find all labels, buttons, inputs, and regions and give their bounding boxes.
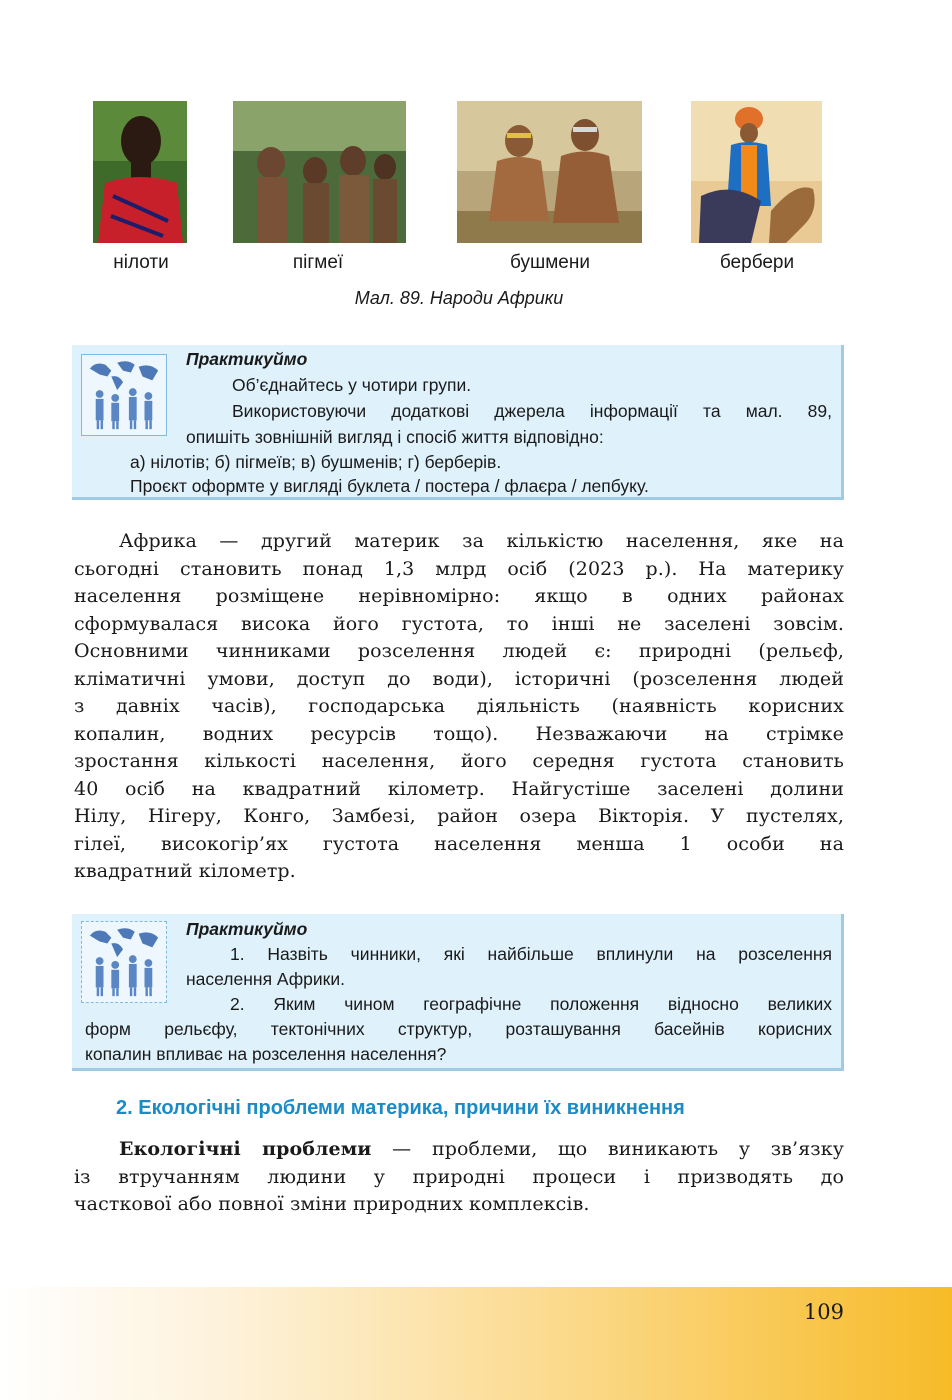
text-line <box>74 1136 844 1164</box>
photo-bushmen <box>457 101 642 243</box>
text-line: квадратний кілометр. <box>74 860 296 882</box>
text-line: кліматичні умови, доступ до води), історичні (розселення людей <box>74 667 844 690</box>
text-line: Основними чинниками розселення людей є: природні (рельєф, <box>74 640 844 662</box>
paragraph-population <box>74 528 844 886</box>
practice-line: населення Африки. <box>186 969 345 989</box>
text-line: з давніх часів), господарська діяльність (наявність корисних <box>74 695 844 717</box>
text-line: 40 осіб на квадратний кілометр. Найгустіше заселені долини <box>74 777 844 800</box>
text-line: гілеї, високогір’ях густота населення менша 1 особи на <box>74 832 844 855</box>
practice-line: форм рельєфу, тектонічних структур, розташування басейнів корисних <box>85 1019 832 1039</box>
text-line: сьогодні становить понад 1,3 млрд осіб (2023 р.). На материку <box>74 557 844 580</box>
label-pygmies: пігмеї <box>292 252 344 273</box>
text-line: Нілу, Нігеру, Конго, Замбезі, район озера Вікторія. У пустелях, <box>74 805 844 827</box>
figure-caption: Мал. 89. Народи Африки <box>354 288 564 308</box>
label-berbers: бербери <box>719 252 795 273</box>
world-map-people-icon <box>81 921 167 1003</box>
practice-line: Об’єднайтесь у чотири групи. <box>232 375 472 395</box>
practice-line: Проєкт оформте у вигляді буклета / постера / флаєра / лепбуку. <box>130 476 649 496</box>
label-bushmen: бушмени <box>510 252 590 273</box>
text-line: Африка — другий материк за кількістю населення, яке на <box>119 530 844 552</box>
practice-line: Використовуючи додаткові джерела інформації та мал. 89, <box>232 401 832 421</box>
page-number: 109 <box>803 1300 844 1324</box>
text-line: зростання кількості населення, його середня густота становить <box>74 750 844 772</box>
section-heading: 2. Екологічні проблеми материка, причини їх виникнення <box>116 1097 685 1119</box>
practice-box-1 <box>72 345 844 500</box>
paragraph-ecological <box>74 1136 844 1219</box>
photo-pygmies <box>233 101 406 243</box>
photo-nilots <box>93 101 187 243</box>
photo-berbers <box>691 101 822 243</box>
text-line: населення розміщене нерівномірно: якщо в одних районах <box>74 585 844 607</box>
practice-line: опишіть зовнішній вигляд і спосіб життя відповідно: <box>186 427 604 447</box>
practice-title: Практикуймо <box>186 349 308 369</box>
practice-line: копалин впливає на розселення населення? <box>85 1044 447 1064</box>
world-map-people-icon <box>81 354 167 436</box>
text-line: із втручанням людини у природні процеси і призводять до <box>74 1165 844 1188</box>
practice-line: 1. Назвіть чинники, які найбільше вплинули на розселення <box>230 944 832 964</box>
text-line: сформувалася висока його густота, то інші не заселені зовсім. <box>74 612 844 635</box>
text-line: копалин, водних ресурсів тощо). Незважаючи на стрімке <box>74 722 844 745</box>
practice-line: 2. Яким чином географічне положення відносно великих <box>230 994 832 1014</box>
text-line: часткової або повної зміни природних комплексів. <box>74 1193 590 1215</box>
definition-start: — проблеми, що виникають у зв’язку <box>371 1138 844 1160</box>
practice-box-2 <box>72 914 844 1071</box>
term-ecological-problems: Екологічні проблеми <box>119 1138 372 1160</box>
practice-title: Практикуймо <box>186 919 308 939</box>
label-nilots: нілоти <box>113 252 169 273</box>
practice-line: а) нілотів; б) пігмеїв; в) бушменів; г) берберів. <box>130 452 502 472</box>
